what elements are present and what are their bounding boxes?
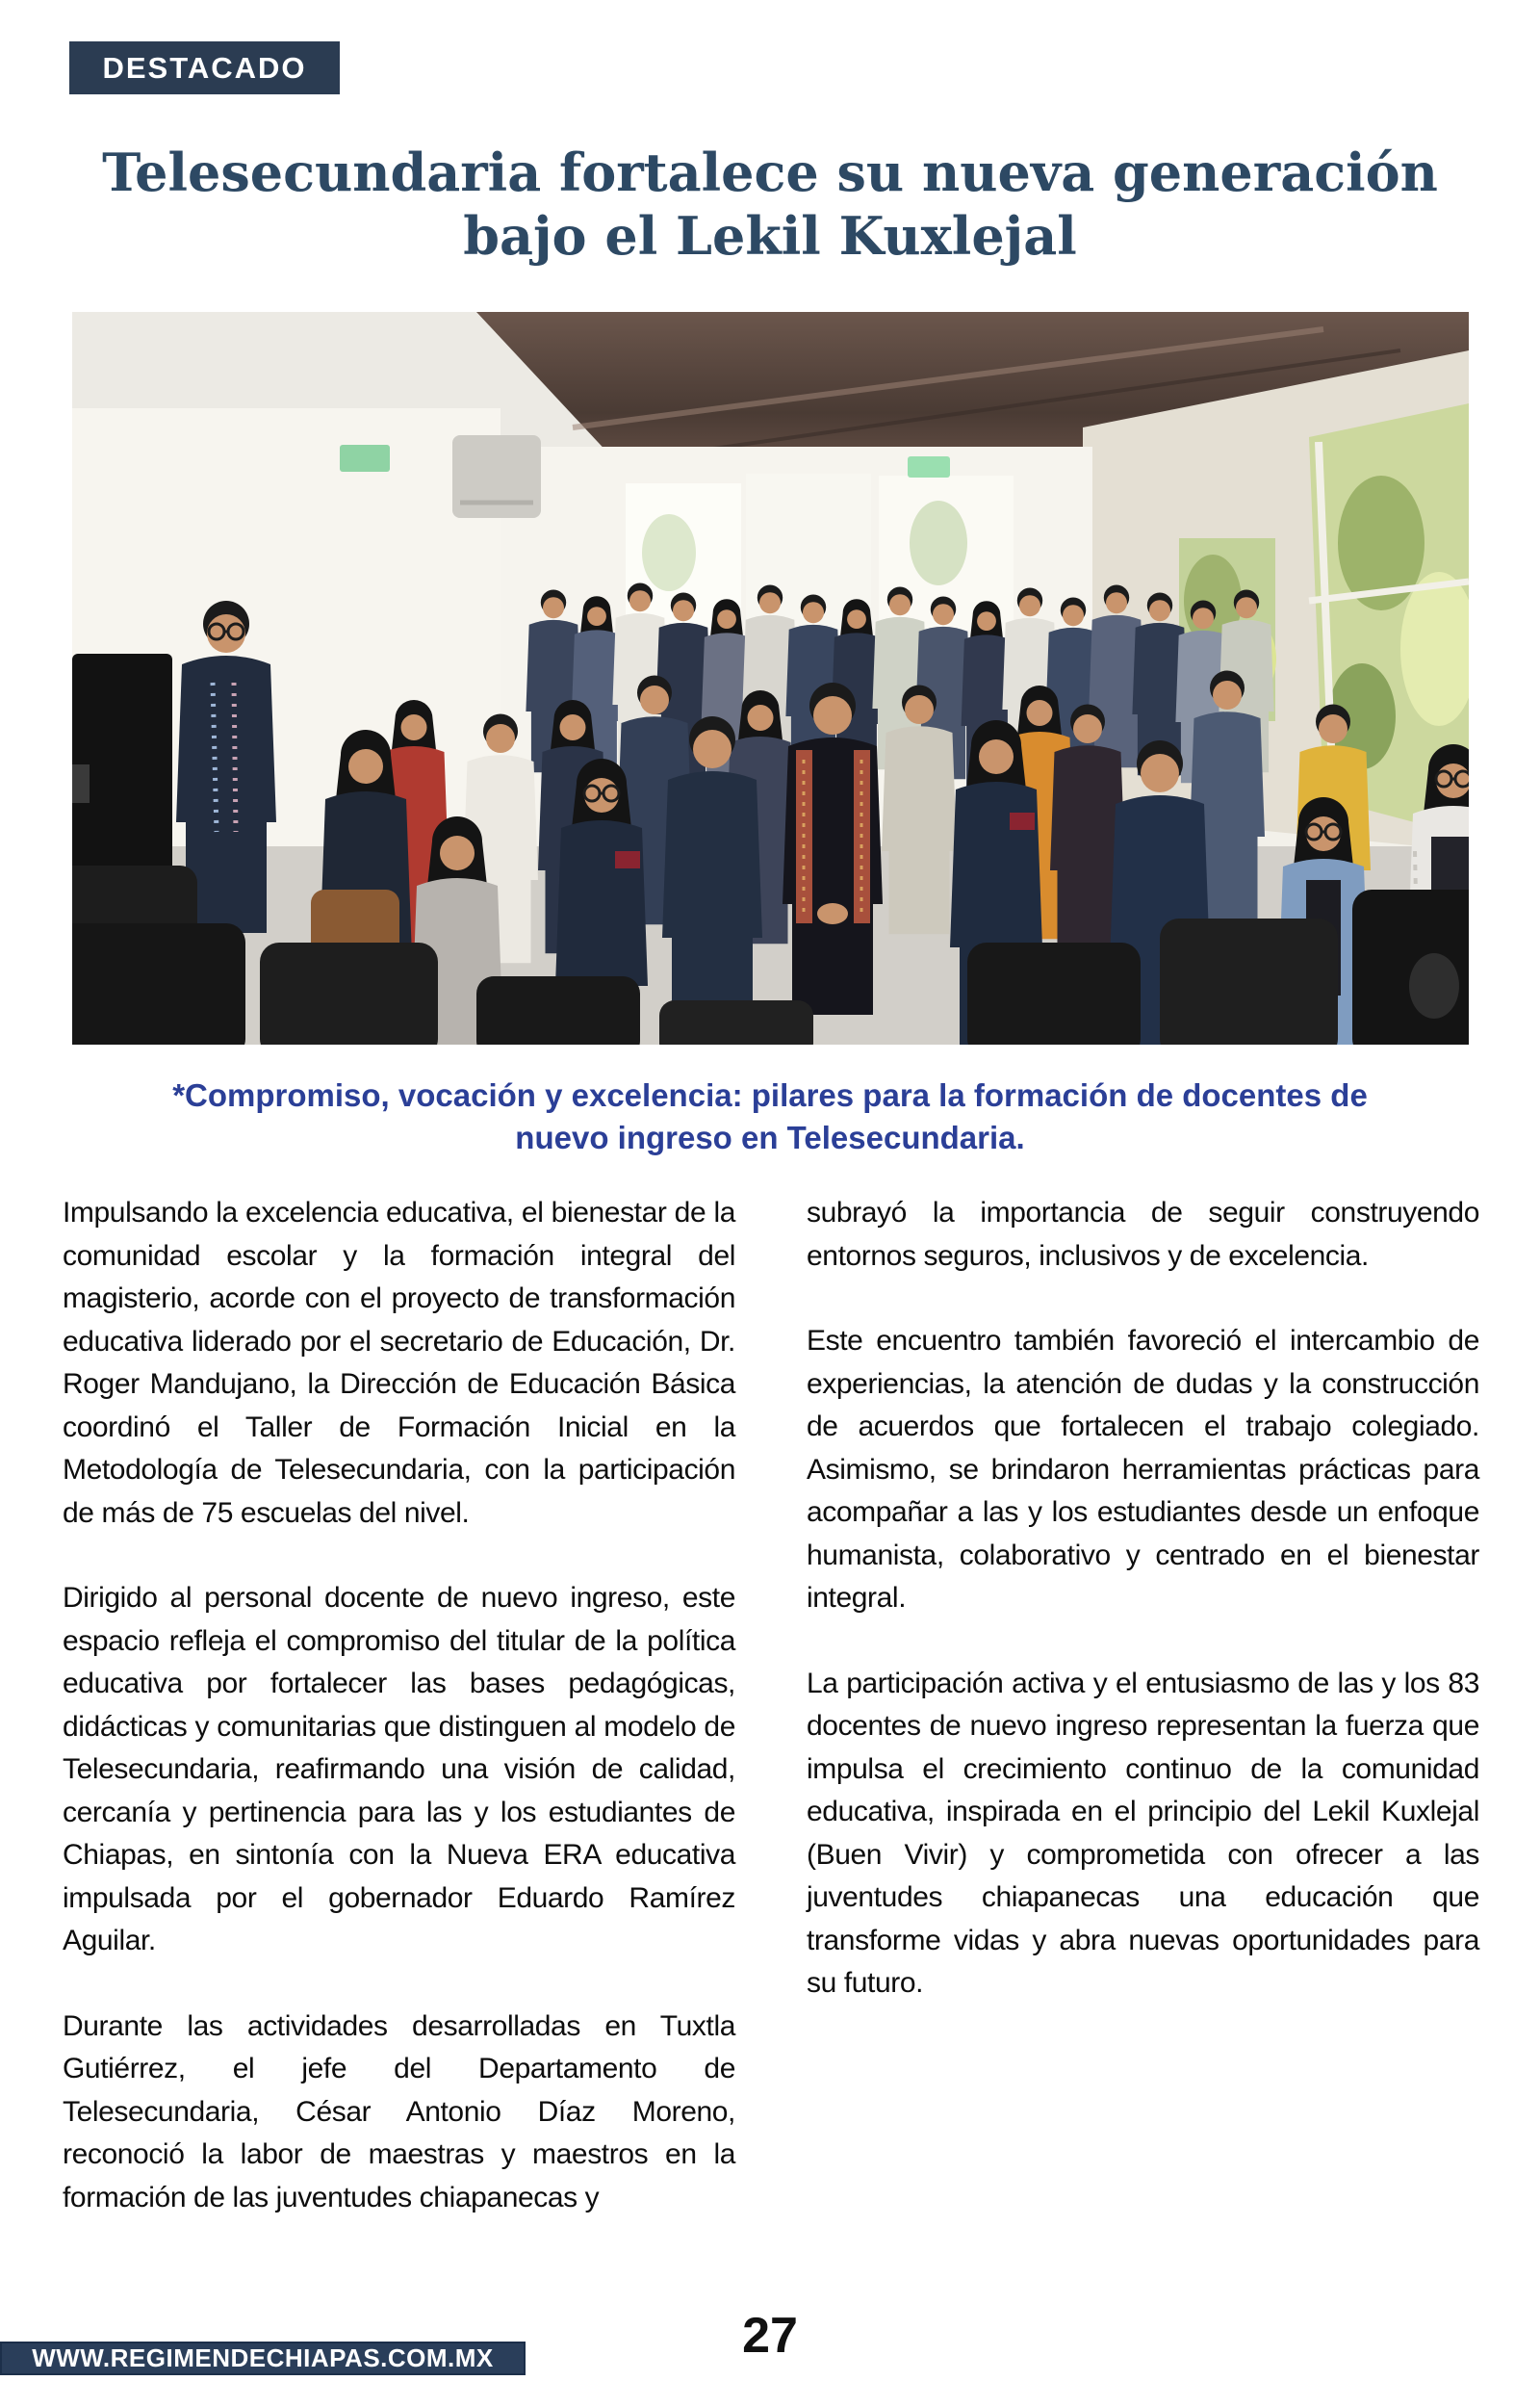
right-column [807, 1192, 1479, 2262]
article-body [63, 1192, 1479, 2262]
body-paragraph: Este encuentro también favoreció el intercambio de experiencias, la atención de dudas y la construcción de acuerdos que fortalecen el trabajo colegiado. Asimismo, se brindaron herramientas prácticas para acompañar a las y los estudiantes desde un enfoque humanista, colaborativo y centrado en el bienestar integral. [807, 1325, 1479, 1614]
group-photo-illustration [72, 312, 1469, 1045]
photo-caption: *Compromiso, vocación y excelencia: pilares para la formación de docentes de nuevo ingreso en Telesecundaria. [172, 1077, 1368, 1155]
footer-url-label: WWW.REGIMENDECHIAPAS.COM.MX [32, 2343, 494, 2372]
photo-ac-unit [452, 435, 541, 518]
featured-badge [69, 41, 340, 94]
left-column [63, 1192, 735, 2262]
footer-url-bar [0, 2342, 526, 2375]
page-number: 27 [742, 2308, 798, 2364]
body-paragraph: La participación activa y el entusiasmo de las y los 83 docentes de nuevo ingreso representan la fuerza que impulsa el crecimiento continuo de la comunidad educativa, inspirada en el principio del Lekil Kuxlejal (Buen Vivir) y comprometida con ofrecer a las juventudes chiapanecas una educación que transforme vidas y abra nuevas oportunidades para su futuro. [807, 1667, 1479, 1999]
body-paragraph: Dirigido al personal docente de nuevo ingreso, este espacio refleja el compromiso del titular de la política educativa por fortalecer las bases pedagógicas, didácticas y comunitarias que distinguen al modelo de Telesecundaria, reafirmando una visión de calidad, cercanía y pertinencia para las y los estudiantes de Chiapas, en sintonía con la Nueva ERA educativa impulsada por el gobernador Eduardo Ramírez Aguilar. [63, 1582, 735, 1956]
body-paragraph: subrayó la importancia de seguir construyendo entornos seguros, inclusivos y de excelencia. [807, 1197, 1479, 1272]
page-title: Telesecundaria fortalece su nueva generación bajo el Lekil Kuxlejal [102, 142, 1438, 267]
featured-badge-label: DESTACADO [102, 50, 307, 85]
body-paragraph: Impulsando la excelencia educativa, el bienestar de la comunidad escolar y la formación integral del magisterio, acorde con el proyecto de transformación educativa liderado por el secretario de Educación, Dr. Roger Mandujano, la Dirección de Educación Básica coordinó el Taller de Formación Inicial en la Metodología de Telesecundaria, con la participación de más de 75 escuelas del nivel. [63, 1197, 735, 1529]
photo-exit-sign [340, 445, 390, 472]
body-paragraph: Durante las actividades desarrolladas en Tuxtla Gutiérrez, el jefe del Departamento de Telesecundaria, César Antonio Díaz Moreno, reconoció la labor de maestras y maestros en la formación de las juventudes chiapanecas y [63, 2009, 735, 2213]
group-photo [72, 312, 1469, 1045]
